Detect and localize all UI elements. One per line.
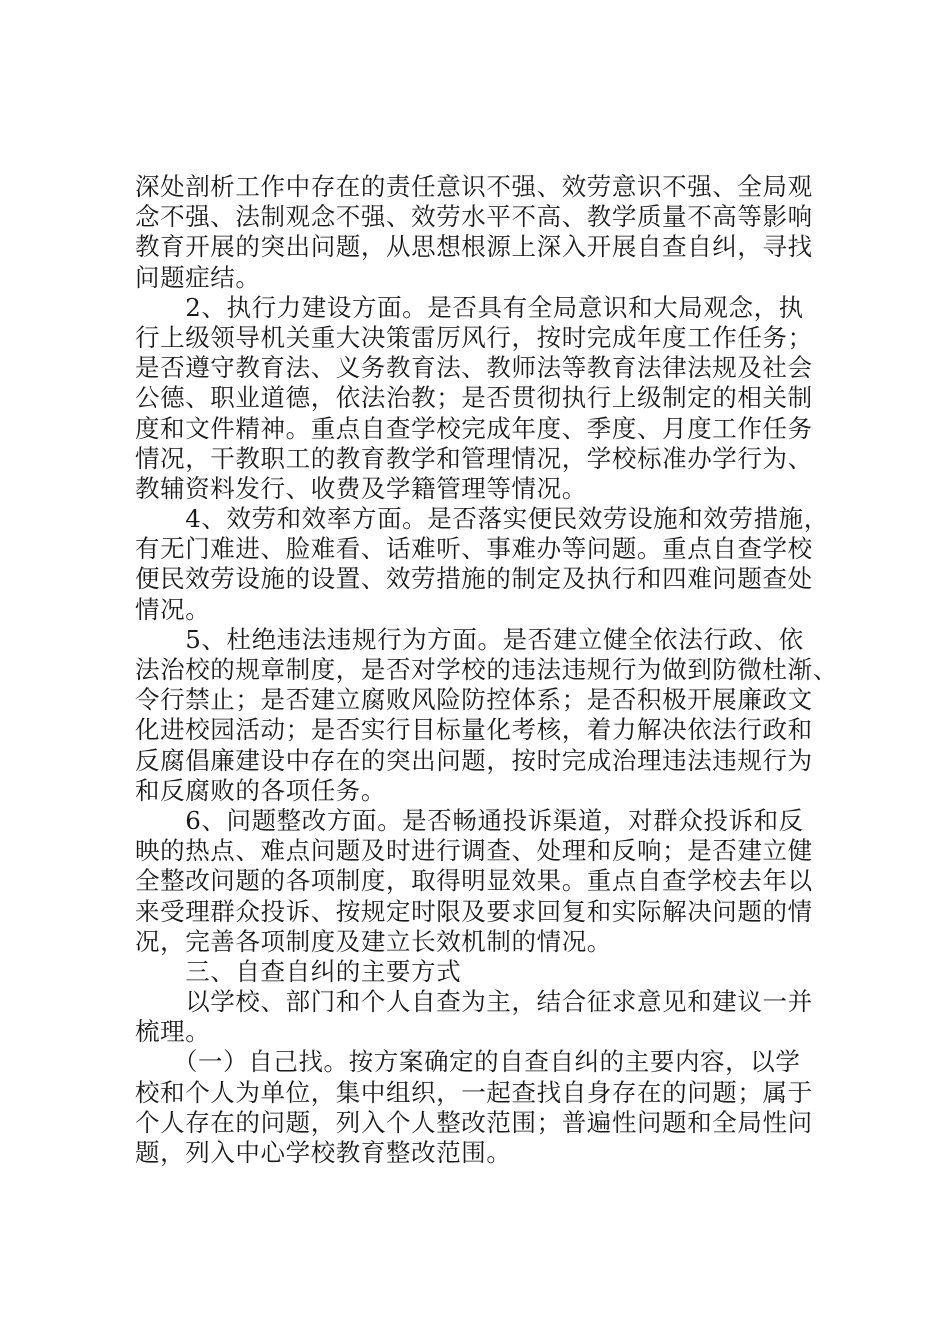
text-line: 个人存在的问题，列入个人整改范围；普遍性问题和全局性问 [135, 1107, 813, 1137]
text-line: 来受理群众投诉、按规定时限及要求回复和实际解决问题的情 [135, 896, 813, 926]
text-line: （一）自己找。按方案确定的自查自纠的主要内容，以学 [135, 1047, 801, 1077]
text-line: 有无门难进、脸难看、话难听、事难办等问题。重点自查学校 [135, 534, 813, 564]
text-line: 梳理。 [135, 1017, 211, 1047]
text-line: 令行禁止；是否建立腐败风险防控体系；是否积极开展廉政文 [135, 685, 813, 715]
section-heading: 三、自查自纠的主要方式 [135, 956, 462, 986]
text-line: 念不强、法制观念不强、效劳水平不高、教学质量不高等影响 [135, 202, 813, 232]
text-line: 法治校的规章制度，是否对学校的违法违规行为做到防微杜渐、 [135, 655, 838, 684]
text-line: 深处剖析工作中存在的责任意识不强、效劳意识不强、全局观 [135, 172, 813, 201]
text-line: 度和文件精神。重点自查学校完成年度、季度、月度工作任务 [135, 413, 813, 443]
text-line: 6、问题整改方面。是否畅通投诉渠道，对群众投诉和反 [135, 805, 804, 835]
text-line: 教育开展的突出问题，从思想根源上深入开展自查自纠，寻找 [135, 232, 813, 262]
text-line: 情况。 [135, 594, 211, 624]
text-line: 情况，干教职工的教育教学和管理情况，学校标准办学行为、 [135, 443, 813, 473]
text-line: 行上级领导机关重大决策雷厉风行，按时完成年度工作任务； [135, 322, 813, 352]
text-line: 以学校、部门和个人自查为主，结合征求意见和建议一并 [135, 987, 813, 1017]
text-line: 况，完善各项制度及建立长效机制的情况。 [135, 926, 612, 956]
text-line: 化进校园活动；是否实行目标量化考核，着力解决依法行政和 [135, 715, 813, 745]
text-line: 反腐倡廉建设中存在的突出问题，按时完成治理违法违规行为 [135, 745, 813, 775]
document-body [135, 172, 838, 1168]
text-line: 是否遵守教育法、义务教育法、教师法等教育法律法规及社会 [135, 353, 813, 383]
text-line: 和反腐败的各项任务。 [135, 775, 386, 805]
text-line: 全整改问题的各项制度，取得明显效果。重点自查学校去年以 [135, 866, 813, 896]
text-line: 4、效劳和效率方面。是否落实便民效劳设施和效劳措施， [135, 504, 829, 534]
text-line: 5、杜绝违法违规行为方面。是否建立健全依法行政、依 [135, 624, 804, 654]
text-line: 题，列入中心学校教育整改范围。 [135, 1138, 512, 1167]
text-line: 校和个人为单位，集中组织，一起查找自身存在的问题；属于 [135, 1077, 813, 1107]
text-line: 便民效劳设施的设置、效劳措施的制定及执行和四难问题查处 [135, 564, 813, 594]
text-line: 公德、职业道德，依法治教；是否贯彻执行上级制定的相关制 [135, 383, 813, 413]
text-line: 问题症结。 [135, 262, 261, 292]
text-line: 映的热点、难点问题及时进行调查、处理和反响；是否建立健 [135, 836, 813, 866]
text-line: 2、执行力建设方面。是否具有全局意识和大局观念，执 [135, 292, 804, 322]
text-line: 教辅资料发行、收费及学籍管理等情况。 [135, 473, 587, 503]
